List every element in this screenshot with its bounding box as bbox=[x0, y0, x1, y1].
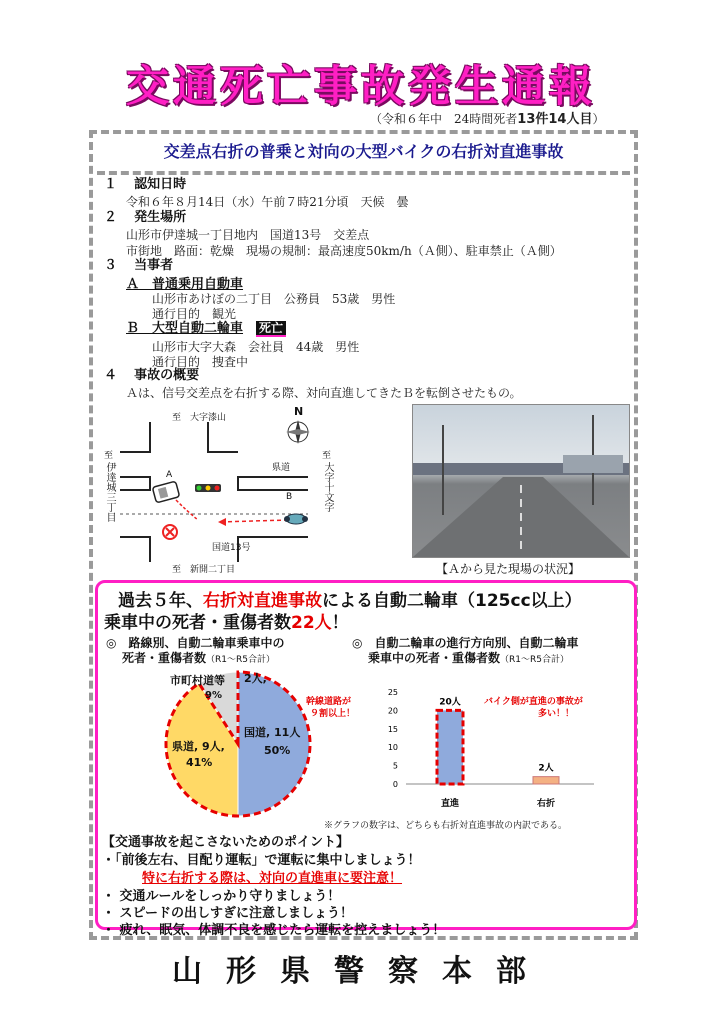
section-4-line: Ａは、信号交差点を右折する際、対向直進してきたＢを転倒させたもの。 bbox=[126, 386, 522, 400]
bar-data-label-1: 2人 bbox=[538, 763, 554, 774]
crash-point-icon bbox=[163, 525, 177, 539]
subtitle: （令和６年中 24時間死者13件14人目） bbox=[370, 112, 605, 127]
section-1-line: 令和６年８月14日（水）午前７時21分頃 天候 曇 bbox=[126, 195, 409, 209]
bar-1 bbox=[533, 777, 559, 784]
car-a-label: A bbox=[166, 470, 173, 480]
section-2-line: 市街地 路面：乾燥 現場の規制：最高速度50km/h（Ａ側）、駐車禁止（Ａ側） bbox=[126, 244, 562, 258]
national-road-label: 国道13号 bbox=[212, 543, 251, 553]
point-1-sub: 特に右折する際は、対向の直進車に要注意！ bbox=[142, 871, 403, 886]
point-4: ・ 疲れ、眠気、体調不良を感じたら運転を控えましょう！ bbox=[102, 923, 446, 938]
bar-annotation: バイク側が直進の事故が 多い！！ bbox=[484, 697, 583, 719]
party-b-purpose: 通行目的 捜査中 bbox=[152, 355, 249, 369]
point-3: ・ スピードの出しすぎに注意しましょう！ bbox=[102, 906, 354, 921]
map-dest-left: 伊達城三丁目 bbox=[104, 462, 115, 522]
point-1: ・「前後左右、目配り運転」で運転に集中しましょう！ bbox=[102, 853, 421, 868]
map-dest-top: 至 大字漆山 bbox=[172, 413, 227, 423]
bar-ytick-4: 20 bbox=[387, 706, 398, 716]
bar-ytick-1: 5 bbox=[392, 761, 398, 771]
page-title: 交通死亡事故発生通報 bbox=[126, 62, 596, 112]
accident-heading: 交差点右折の普乗と対向の大型バイクの右折対直進事故 bbox=[97, 133, 630, 175]
photo-caption: 【Ａから見た現場の状況】 bbox=[436, 562, 581, 576]
map-dest-left-to: 至 bbox=[104, 451, 114, 461]
car-b-label: B bbox=[286, 492, 293, 502]
pie-label-other: 市町村道等 bbox=[170, 674, 225, 687]
pie-pct-pref: 41% bbox=[186, 756, 213, 769]
map-dest-right: 大字十文字 bbox=[322, 462, 333, 512]
section-2-header: ２ 発生場所 bbox=[104, 210, 187, 225]
bar-ytick-3: 15 bbox=[387, 724, 398, 734]
death-badge: 死亡 bbox=[256, 321, 286, 337]
north-label: N bbox=[294, 405, 304, 418]
bar-0 bbox=[437, 710, 463, 784]
chart-note: ※グラフの数字は、どちらも右折対直進事故の内訳である。 bbox=[324, 821, 568, 831]
bar-category-label-1: 右折 bbox=[536, 799, 556, 809]
car-a-icon bbox=[152, 481, 179, 503]
section-2-line: 山形市伊達城一丁目地内 国道13号 交差点 bbox=[126, 228, 370, 242]
section-3-header: ３ 当事者 bbox=[104, 258, 174, 273]
bar-chart-title: ◎ 自動二輪車の進行方向別、自動二輪車 乗車中の死者・重傷者数（R1～R5合計） bbox=[352, 636, 579, 665]
map-dest-bottom: 至 新開二丁目 bbox=[172, 565, 236, 575]
party-b-detail: 山形市大字大森 会社員 44歳 男性 bbox=[152, 340, 360, 354]
summary-line-2: 乗車中の死者・重傷者数22人！ bbox=[104, 613, 349, 633]
pie-pct-other: 9% bbox=[205, 690, 222, 701]
footer-organization: 山形県警察本部 bbox=[172, 954, 550, 989]
section-1-header: １ 認知日時 bbox=[104, 177, 187, 192]
compass-icon bbox=[286, 420, 310, 444]
party-a-purpose: 通行目的 観光 bbox=[152, 307, 237, 321]
summary-line-1: 過去５年、右折対直進事故による自動二輪車（125cc以上） bbox=[118, 591, 582, 611]
bar-ytick-0: 0 bbox=[392, 780, 398, 789]
scene-photo bbox=[412, 404, 630, 558]
bar-ytick-2: 10 bbox=[387, 743, 398, 753]
party-b-row bbox=[126, 320, 286, 337]
pie-chart-title: ◎ 路線別、自動二輪車乗車中の 死者・重傷者数（R1～R5合計） bbox=[106, 636, 285, 665]
motorcycle-b-icon bbox=[284, 514, 308, 524]
pie-label-national: 国道, 11人 bbox=[244, 726, 301, 739]
pie-label-national-count: 2人, bbox=[244, 672, 267, 685]
bar-ytick-5: 25 bbox=[387, 688, 398, 697]
pie-annotation: 幹線道路が ９割以上！ bbox=[306, 697, 356, 719]
party-a-detail: 山形市あけぼの二丁目 公務員 53歳 男性 bbox=[152, 292, 396, 306]
pie-label-pref: 県道, 9人, bbox=[172, 740, 225, 753]
point-2: ・ 交通ルールをしっかり守りましょう！ bbox=[102, 889, 341, 904]
party-a-label: Ａ 普通乗用自動車 bbox=[126, 277, 244, 292]
bar-data-label-0: 20人 bbox=[439, 697, 461, 708]
pref-road-label: 県道 bbox=[272, 463, 291, 473]
pie-pct-national: 50% bbox=[264, 744, 291, 757]
map-dest-right-to: 至 bbox=[322, 451, 332, 461]
bar-category-label-0: 直進 bbox=[440, 799, 460, 809]
points-header: 【交通事故を起こさないためのポイント】 bbox=[102, 835, 350, 850]
fatality-count: 13件14人目 bbox=[517, 112, 593, 127]
party-b-label: Ｂ 大型自動二輪車 bbox=[126, 321, 244, 336]
section-4-header: ４ 事故の概要 bbox=[104, 368, 200, 383]
